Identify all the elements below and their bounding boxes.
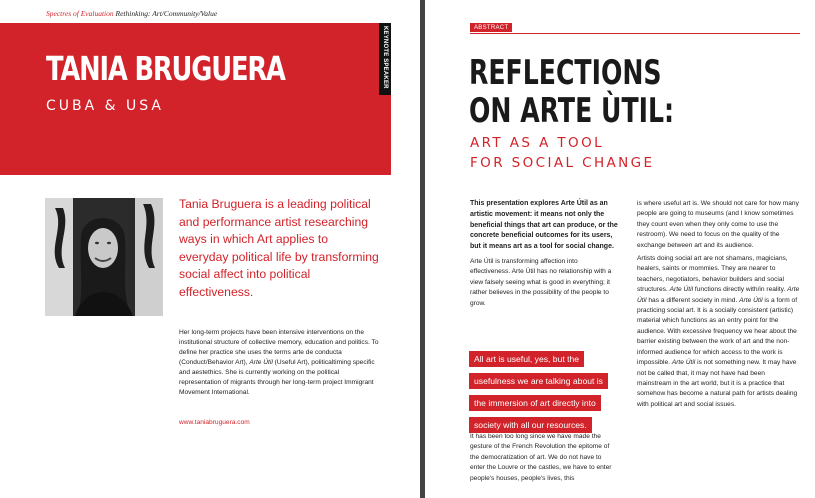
abstract-tag: ABSTRACT	[470, 23, 512, 32]
page-gutter	[420, 0, 425, 498]
subtitle-line-2: FOR SOCIAL CHANGE	[470, 155, 655, 171]
pull-quote-line: the immersion of art directly into	[469, 395, 601, 411]
speaker-bio	[179, 328, 379, 398]
pull-quote-line: usefulness we are talking about is	[469, 373, 608, 389]
running-head-title: Rethinking: Art/Community/Value	[115, 9, 218, 18]
pull-quote-line: All art is useful, yes, but the	[469, 351, 584, 367]
subtitle-line-1: ART AS A TOOL	[470, 135, 605, 151]
bio-arte-util: Arte Útil	[249, 359, 273, 366]
header-rule	[470, 33, 800, 34]
speaker-lead: Tania Bruguera is a leading political and performance artist researching ways in which Art applies to everyday political life by transforming social affect into political effectiveness.	[179, 197, 379, 299]
abstract-paragraph: Arte Útil is transforming affection into effectiveness. Arte Útil has no relationship with a view falsely seeing what is good in everything; it rather believes in the possibility of the people to grow.	[470, 257, 612, 307]
bio-text-2: (Useful Art), politicaltiming specific and aestethics. She is currently working on the political representation of migrants through her long-term project Immigrant Movement International.	[179, 359, 375, 396]
speaker-photo	[45, 198, 163, 316]
keynote-tab-label: KEYNOTE SPEAKER	[382, 26, 388, 89]
text-run: is not something new. It may have not be called that, it may not have had been mainstream in the art world, but it is a practice that somehow has become a natural path for artists dealing with political art and social issues.	[637, 359, 798, 408]
text-run: Artists doing social art are not shamans, magicians, healers, saints or mommies. They are nearer to teachers, negotiators, behavior builders and social structures.	[637, 255, 788, 294]
text-run: is a form of practicing social art. It is a socially consistent (artistic) material which functions as an entry point for the audience. With excessive frequency we hear about the barrier existing between the work of art and the non-informed audience for which access to the work is impossible.	[637, 296, 798, 367]
running-head	[46, 9, 217, 18]
website-link[interactable]: www.taniabruguera.com	[179, 419, 250, 426]
column-2-paragraph-2	[637, 254, 801, 410]
abstract-intro: This presentation explores Arte Útil as an artistic movement: it means not only the beneficial things that art can produce, or the concrete beneficial outcomes for its users, but it means art as a tool for social change.	[470, 200, 618, 251]
speaker-name: TANIA BRUGUERA	[46, 49, 285, 88]
column-2-paragraph-1: is where useful art is. We should not care for how many people are going to museums (and I know sometimes they count even when they only come to use the restroom). We need to focus on the quality of the exchange between art and its audience.	[637, 200, 799, 249]
running-head-series: Spectres of Evaluation	[46, 9, 114, 18]
abstract-column-2	[637, 199, 801, 413]
abstract-column-1	[470, 199, 618, 309]
bio-text-1: Her long-term projects have been intensive interventions on the institutional structure of collective memory, education and politics. To define her practice she uses the terms arte de conducta (Conduct/Behavior Art),	[179, 329, 379, 366]
text-run: functions directly with/in reality.	[693, 286, 788, 294]
arte-util-term: Arte Útil	[671, 359, 696, 367]
pull-quote	[469, 351, 625, 439]
keynote-tab	[379, 23, 391, 95]
speaker-location: CUBA & USA	[46, 98, 164, 114]
arte-util-term: Arte Útil	[739, 296, 763, 304]
abstract-title	[469, 54, 674, 130]
text-run: has a different society in mind.	[646, 296, 740, 304]
abstract-subtitle	[470, 133, 654, 173]
pull-quote-line: society with all our resources.	[469, 417, 592, 433]
title-line-1: REFLECTIONS	[469, 53, 662, 93]
arte-util-term: Arte Útil	[669, 286, 694, 294]
title-line-2: ON ARTE ÙTIL:	[469, 91, 675, 131]
arte-util-term: Arte Útil	[637, 286, 800, 304]
abstract-column-1-bottom: It has been too long since we have made the gesture of the French Revolution the epitome of the democratization of art. We do not have to enter the Louvre or the castles, we have to enter people's houses, people's lives, this	[470, 433, 612, 482]
